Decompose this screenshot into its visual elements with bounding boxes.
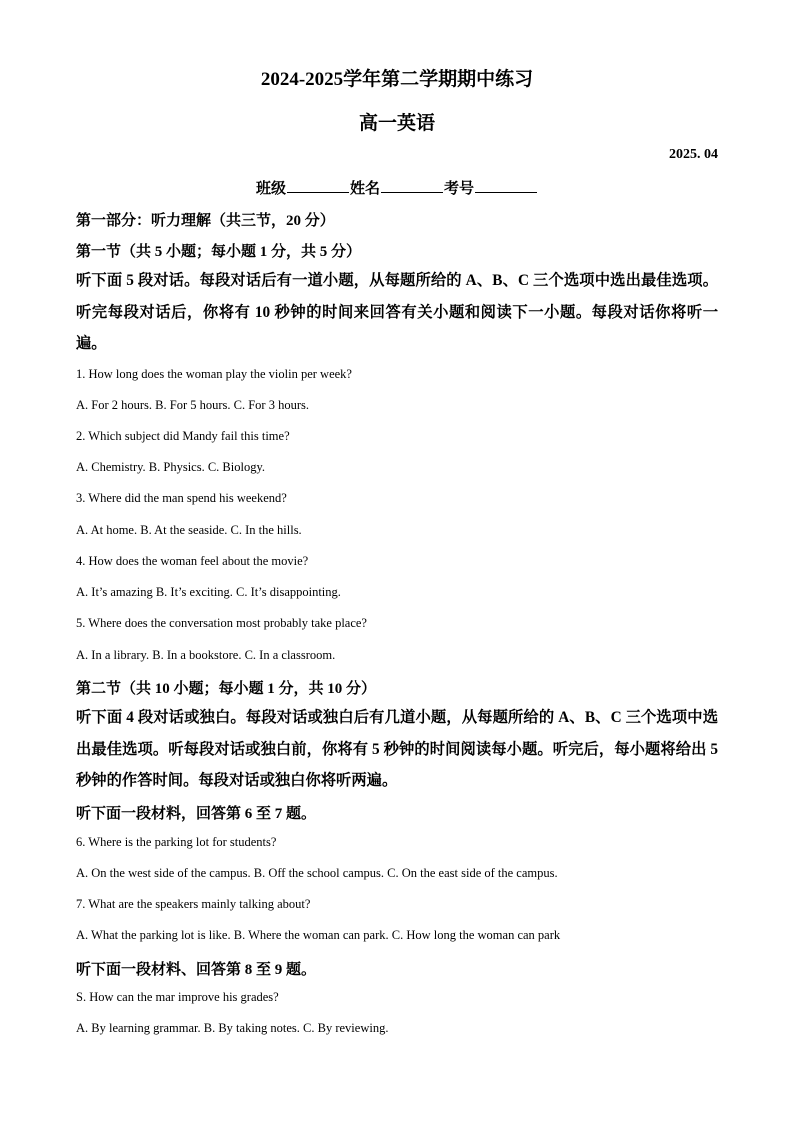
exam-subject: 高一英语	[358, 113, 435, 134]
question-2-options: A. Chemistry. B. Physics. C. Biology.	[76, 460, 266, 474]
class-blank[interactable]	[287, 178, 349, 193]
class-label: 班级	[255, 181, 286, 197]
exam-no-label: 考号	[444, 181, 475, 197]
material-8-9-intro: 听下面一段材料、回答第 8 至 9 题。	[76, 962, 317, 978]
question-5-options: A. In a library. B. In a bookstore. C. In a classroom.	[76, 648, 336, 662]
question-8-options: A. By learning grammar. B. By taking notes. C. By reviewing.	[76, 1021, 389, 1035]
question-7-options: A. What the parking lot is like. B. Where the woman can park. C. How long the woman can park	[76, 928, 561, 942]
question-5: 5. Where does the conversation most probably take place?	[76, 616, 367, 630]
question-1-options: A. For 2 hours. B. For 5 hours. C. For 3 hours.	[76, 398, 310, 412]
section2-instructions: 听下面 4 段对话或独白。每段对话或独白后有几道小题，从每题所给的 A、B、C 三个选项中选出最佳选项。听每段对话或独白前，你将有 5 秒钟的时间阅读每小题。听完后，每小题将给出 5 秒钟的作答时间。每段对话或独白你将听两遍。	[76, 709, 718, 789]
material-6-7-intro: 听下面一段材料，回答第 6 至 7 题。	[76, 806, 317, 822]
question-6: 6. Where is the parking lot for students?	[76, 835, 277, 849]
question-4-options: A. It’s amazing B. It’s exciting. C. It’s disappointing.	[76, 585, 341, 599]
section1-instructions: 听下面 5 段对话。每段对话后有一道小题，从每题所给的 A、B、C 三个选项中选出最佳选项。听完每段对话后，你将有 10 秒钟的时间来回答有关小题和阅读下一小题。每段对话你将听一遍。	[76, 272, 718, 352]
student-info-fields	[0, 177, 794, 198]
section1-heading: 第一节（共 5 小题；每小题 1 分，共 5 分）	[76, 244, 362, 260]
name-blank[interactable]	[381, 178, 443, 193]
question-1: 1. How long does the woman play the violin per week?	[76, 367, 352, 381]
part1-heading: 第一部分：听力理解（共三节，20 分）	[76, 213, 335, 229]
section2-heading: 第二节（共 10 小题；每小题 1 分，共 10 分）	[76, 681, 377, 697]
name-label: 姓名	[349, 181, 380, 197]
exam-date: 2025. 04	[669, 147, 718, 162]
question-8: S. How can the mar improve his grades?	[76, 990, 279, 1004]
question-4: 4. How does the woman feel about the movie?	[76, 554, 309, 568]
question-7: 7. What are the speakers mainly talking about?	[76, 897, 311, 911]
exam-title: 2024-2025学年第二学期期中练习	[260, 69, 534, 90]
question-3: 3. Where did the man spend his weekend?	[76, 491, 287, 505]
question-6-options: A. On the west side of the campus. B. Off the school campus. C. On the east side of the campus.	[76, 866, 558, 880]
question-2: 2. Which subject did Mandy fail this time?	[76, 429, 290, 443]
question-3-options: A. At home. B. At the seaside. C. In the hills.	[76, 523, 302, 537]
exam-no-blank[interactable]	[475, 178, 537, 193]
